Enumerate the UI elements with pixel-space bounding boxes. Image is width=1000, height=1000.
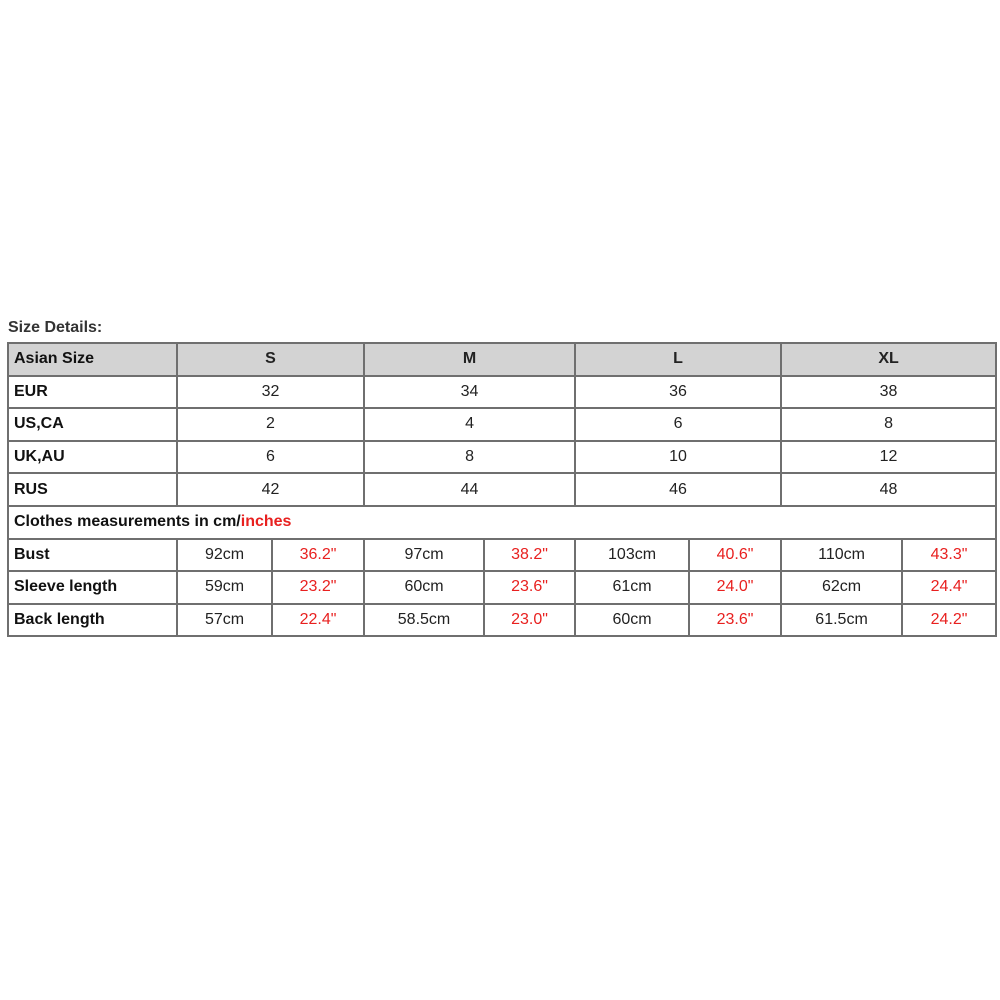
conversion-row-eur [8,376,996,409]
conversion-row-us-ca [8,408,996,441]
table-cell: 32 [177,376,364,409]
inch-cell: 23.6" [484,571,575,604]
table-cell: 34 [364,376,575,409]
table-cell: 42 [177,473,364,506]
row-label: RUS [8,473,177,506]
size-l-header: L [575,343,781,376]
measurements-section-title [8,506,996,539]
cm-cell: 97cm [364,539,484,572]
cm-cell: 58.5cm [364,604,484,637]
table-cell: 4 [364,408,575,441]
size-chart-table [7,342,997,637]
measurements-section-row [8,506,996,539]
inch-cell: 36.2" [272,539,364,572]
measurement-row-bust [8,539,996,572]
asian-size-label: Asian Size [8,343,177,376]
conversion-row-uk-au [8,441,996,474]
cm-cell: 61.5cm [781,604,902,637]
table-cell: 44 [364,473,575,506]
row-label: EUR [8,376,177,409]
measurements-title-prefix: Clothes measurements in cm/ [14,513,241,531]
row-label: US,CA [8,408,177,441]
cm-cell: 61cm [575,571,689,604]
table-cell: 36 [575,376,781,409]
cm-cell: 110cm [781,539,902,572]
table-cell: 6 [177,441,364,474]
inch-cell: 24.2" [902,604,996,637]
size-xl-header: XL [781,343,996,376]
row-label: Bust [8,539,177,572]
table-cell: 38 [781,376,996,409]
cm-cell: 103cm [575,539,689,572]
row-label: UK,AU [8,441,177,474]
table-cell: 8 [781,408,996,441]
row-label: Sleeve length [8,571,177,604]
table-cell: 46 [575,473,781,506]
inch-cell: 24.0" [689,571,781,604]
inch-cell: 38.2" [484,539,575,572]
table-cell: 2 [177,408,364,441]
table-cell: 10 [575,441,781,474]
header-row [8,343,996,376]
inch-cell: 24.4" [902,571,996,604]
inch-cell: 43.3" [902,539,996,572]
cm-cell: 60cm [364,571,484,604]
inch-cell: 22.4" [272,604,364,637]
size-s-header: S [177,343,364,376]
row-label: Back length [8,604,177,637]
table-cell: 6 [575,408,781,441]
inch-cell: 23.6" [689,604,781,637]
inch-cell: 40.6" [689,539,781,572]
table-cell: 48 [781,473,996,506]
measurements-title-highlight: inches [240,513,292,531]
inch-cell: 23.2" [272,571,364,604]
measurement-row-back-length [8,604,996,637]
cm-cell: 62cm [781,571,902,604]
conversion-row-rus [8,473,996,506]
size-details-caption: Size Details: [8,319,103,336]
table-cell: 8 [364,441,575,474]
table-cell: 12 [781,441,996,474]
inch-cell: 23.0" [484,604,575,637]
cm-cell: 57cm [177,604,272,637]
cm-cell: 92cm [177,539,272,572]
measurement-row-sleeve-length [8,571,996,604]
size-m-header: M [364,343,575,376]
cm-cell: 59cm [177,571,272,604]
cm-cell: 60cm [575,604,689,637]
